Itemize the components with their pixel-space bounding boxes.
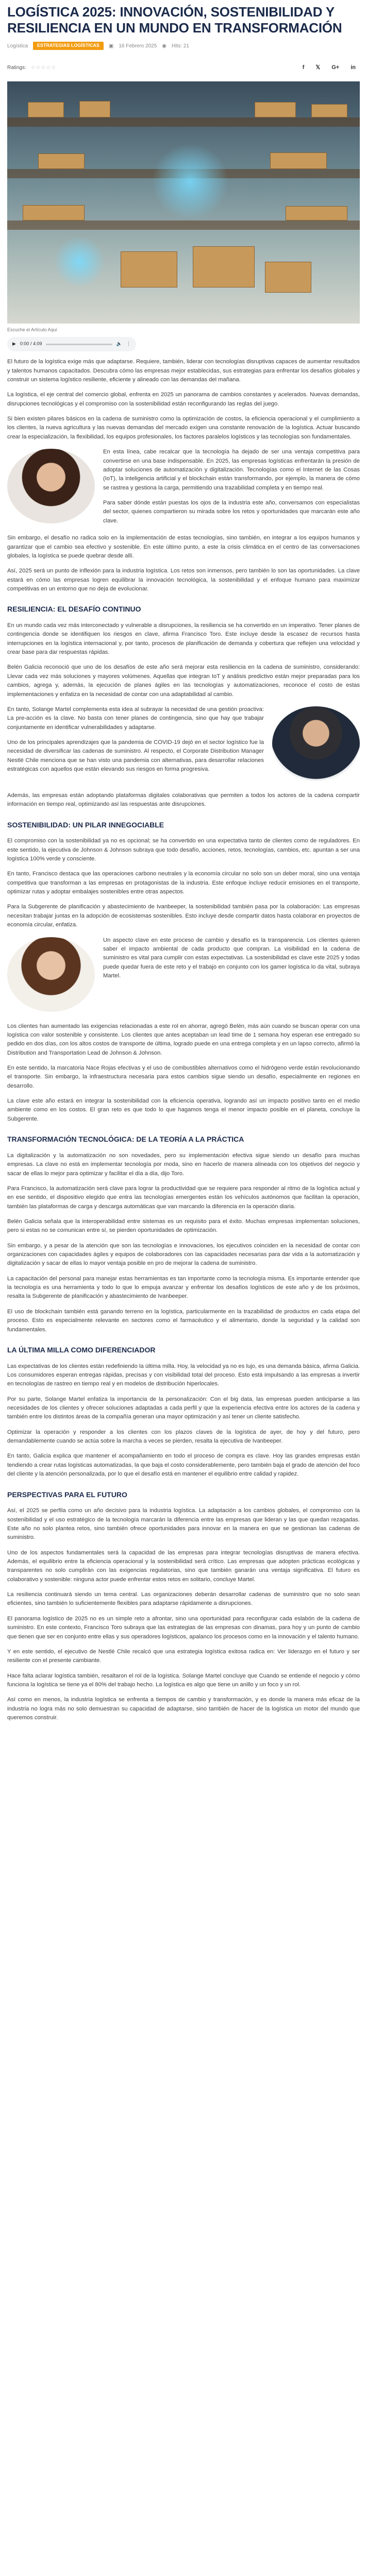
rating-stars[interactable]: ☆☆☆☆☆ <box>30 65 57 71</box>
section-heading: LA ÚLTIMA MILLA COMO DIFERENCIADOR <box>7 1345 156 1354</box>
paragraph: Las expectativas de los clientes están redefiniendo la última milla. Hoy, la velocidad ya no es lujo, es una demanda básica, afirma Galicia. Los consumidores esperan entregas rápidas, precisas y con visibilidad total del proceso. Esto está impulsando a las empresas a invertir en tecnologías de rastreo en tiempo real y en modelos de distribución hiperlocales. <box>7 1363 360 1387</box>
paragraph: Para Francisco, la automatización será clave para lograr la productividad que se requiere para responder al ritmo de la logística actual y en ese sentido, el dispositivo elegido que entra las tecnologías emergentes están los vehículos autónomos que facilitan la operación, también las plataformas de carga y descarga automáticas que van marcando la diferencia en la operación diaria. <box>7 1185 360 1210</box>
paragraph: En tanto, Solange Martel complementa esta idea al subrayar la necesidad de una gestión proactiva: La pre-acción es la clave. No basta con tener planes de contingencia, sino que hay que trabajar conjuntamente en identificar vulnerabilidades y adaptarse. <box>7 706 264 731</box>
paragraph: El uso de blockchain también está ganando terreno en la logística, particularmente en la trazabilidad de productos en cada etapa del proceso. Esto es especialmente relevante en sectores como el farmacéutico y el alimentario, donde la seguridad y la calidad son fundamentales. <box>7 1308 360 1333</box>
audio-player[interactable] <box>7 337 136 351</box>
paragraph: Hace falta aclarar logística también, resaltaron el rol de la logística. Solange Martel concluye que Cuando se entiende el negocio y cómo funciona la logística se tiene ya el 80% del trabajo hecho. La logística es algo que tiene un anillo y un foco y un rol. <box>7 1672 360 1688</box>
article-meta <box>7 42 360 50</box>
share-links <box>303 63 360 72</box>
paragraph: Optimizar la operación y responder a los clientes con los plazos claves de la logística de ayer, de hoy y del futuro, pero demandablemente cuando se actúa sobre la marcha a veces se pierden, resalta la ejecutiva de Ivanbeeper. <box>7 1429 360 1445</box>
paragraph: La resiliencia continuará siendo un tema central. Las organizaciones deberán desarrollar cadenas de suministro que no solo sean eficientes, sino también lo suficientemente flexibles para adaptarse rápidamente a disrupciones. <box>7 1591 360 1607</box>
hero-image <box>7 81 360 324</box>
portrait-photo <box>7 937 95 1012</box>
x-icon[interactable]: 𝕏 <box>315 64 321 71</box>
calendar-icon: ▣ <box>108 43 114 49</box>
paragraph: La clave este año estará en integrar la sostenibilidad con la eficiencia operativa, logrando así un impacto positivo tanto en el medio ambiente como en los costos. El gran reto es que todo lo que hagamos tenga el menor impacto posible en el planeta, concluye la Subgerente. <box>7 1098 360 1122</box>
article-title: LOGÍSTICA 2025: INNOVACIÓN, SOSTENIBILIDAD Y RESILIENCIA EN UN MUNDO EN TRANSFORMACIÓN <box>7 4 342 36</box>
audio-progress[interactable] <box>46 344 112 345</box>
more-icon[interactable]: ⋮ <box>126 341 131 347</box>
paragraph: Sin embargo, el desafío no radica solo en la implementación de estas tecnologías, sino también, en integrar a los equipos humanos y garantizar que el cambio sea efectivo y sostenible. En este último punto, a este la crisis climática en el centro de las conversaciones globales, la logística se puede quebrar desde allí. <box>7 535 360 559</box>
portrait-photo <box>7 449 95 523</box>
paragraph: En tanto, Francisco destaca que las operaciones carbono neutrales y la economía circular no solo son un deber moral, sino una ventaja competitiva que transforman a las empresas en protagonistas de la industria. Este enfoque incluye reducir emisiones en el transporte, optimizar rutas y adoptar embalajes sostenibles entre otras aspectos. <box>7 871 360 895</box>
paragraph: Belén Galicia reconoció que uno de los desafíos de este año será mejorar esta resiliencia en la cadena de suministro, considerando: Llevar cada vez más soluciones y mayores volúmenes. Aquellas que integran IoT y análisis predictivo están mejor preparadas para los cambios, agrega y, además, la ejecución de planes ágiles en las tecnologías y automatizaciones, reconoce el costo de estas implementaciones y enfatiza en la necesidad de contar con una adaptabilidad al cambio. <box>7 664 360 698</box>
paragraph: Para la Subgerente de planificación y abastecimiento de Ivanbeeper, la sostenibilidad también pasa por la colaboración: Las empresas necesitan trabajar juntas en la adopción de ecosistemas sostenibles. Esto incluye desde compartir datos hasta colaborar en proyectos de economía circular, enfatiza. <box>7 904 360 928</box>
paragraph: La capacitación del personal para manejar estas herramientas es tan importante como la tecnología misma. Es importante entender que la tecnología es una herramienta y todo lo que lo empuja avanzar y enfrentar los desafíos logísticos de este año y de los próximos, resalta la Subgerente de planificación y abastecimiento de Ivanbeeper. <box>7 1275 360 1300</box>
paragraph: Los clientes han aumentado las exigencias relacionadas a este rol en ahorrar, agregó Belén, más aún cuando se buscan operar con una logística con valor sostenible y consistente. Los clientes que antes aceptaban un lead time de 1 semana hoy esperan ese entregado su pedido en dos días, con los altos costos de transporte de última, logrado puede en una entrega completa y en un lapso correcto, afirmó la Distribution and Transportation Lead de Johnson & Johnson. <box>7 1023 360 1056</box>
paragraph: La digitalización y la automatización no son novedades, pero su implementación efectiva sigue siendo un desafío para muchas empresas. La clave no está en implementar tecnología por moda, sino en hacerlo de manera alineada con los objetivos del negocio y sacar de ellas lo mejor para optimizar y facilitar el día a día, dijo Toro. <box>7 1152 360 1177</box>
view-count: Hits: 21 <box>172 43 189 49</box>
audio-time: 0:00 / 4:09 <box>20 341 42 347</box>
paragraph: Y en este sentido, el ejecutivo de Nestlé Chile recalcó que una estrategia logística exitosa radica en: Ver liderazgo en el futuro y ser resiliente con el presente cambiante. <box>7 1648 360 1664</box>
paragraph: Sin embargo, y a pesar de la atención que son las tecnologías e innovaciones, los ejecutivos coinciden en la necesidad de contar con organizaciones con capacidades ágiles y equipos de colaboradores con las capacidades necesarias para dar vida a la automatización y digitalización y sacar de ellas lo mayor ventaja posible en pro de mejorar la cadena de suministro. <box>7 1242 360 1267</box>
volume-icon[interactable]: 🔈 <box>116 341 122 347</box>
section-heading: PERSPECTIVAS PARA EL FUTURO <box>7 1490 127 1499</box>
rating-share-row <box>7 63 360 72</box>
paragraph: Uno de los principales aprendizajes que la pandemia de COVID-19 dejó en el sector logístico fue la necesidad de diversificar las cadenas de suministro. Al respecto, el Corporate Distribution Manager Nestlé Chile menciona que se han visto una pandemia con alternativas, para desarrollar relaciones estratégicas con aquellos que están elevando sus riesgos en forma progresiva. <box>7 739 264 773</box>
paragraph: Si bien existen pilares básicos en la cadena de suministro como la optimización de costos, la eficiencia operacional y el cumplimiento a los clientes, la nueva agricultura y las nuevas demandas del mercado exigen una constante renovación de la logística. Actuar buscando crear la especialización, la flexibilidad, los equipos profesionales, los factores paralelos logísticos y las tecnologías son fundamentales. <box>7 416 360 440</box>
audio-caption: Escuche el Artículo Aquí <box>7 327 58 333</box>
publish-date: 16 Febrero 2025 <box>119 43 157 49</box>
paragraph: Así, el 2025 se perfila como un año decisivo para la industria logística. La adaptación a los cambios globales, el compromiso con la sostenibilidad y el uso estratégico de la tecnología marcarán la diferencia entre las empresas que lideran y las que quedan rezagadas. Este año no solo plantea retos, sino también ofrece oportunidades para innovar en la manera en que se gestionan las cadenas de suministro. <box>7 1507 360 1541</box>
section-heading: RESILIENCIA: EL DESAFÍO CONTINUO <box>7 605 141 614</box>
paragraph: En tanto, Galicia explica que mantener el acompañamiento en todo el proceso de compra es clave. Hoy las grandes empresas están tendiendo a crear rutas logísticas automatizadas, la que baja el costo considerablemente, pero también baja el grado de atención del foco del cliente y la atención personalizada, por lo que el desafío está en mantener el equilibrio entre calidad y rapidez. <box>7 1453 360 1478</box>
portrait-photo <box>272 706 360 781</box>
section-heading: SOSTENIBILIDAD: UN PILAR INNEGOCIABLE <box>7 820 164 829</box>
category-label[interactable]: Logística <box>7 43 28 49</box>
paragraph: Así como en menos, la industria logística se enfrenta a tiempos de cambio y transformación, y es donde la manera más eficaz de la industria no logra más no solo demuestran su capacidad de adaptarse, sino también de hacer de la logística un motor del mundo que queremos construir. <box>7 1697 360 1721</box>
rating-label: Ratings: <box>7 65 26 71</box>
rating-widget <box>7 64 56 72</box>
section-heading: TRANSFORMACIÓN TECNOLÓGICA: DE LA TEORÍA A LA PRÁCTICA <box>7 1135 244 1144</box>
paragraph: El panorama logístico de 2025 no es un simple reto a afrontar, sino una oportunidad para reconfigurar cada eslabón de la cadena de suministro. En este contexto, Francisco Toro subraya que las estrategias de las empresas con dinamas, para hoy y un punto de cambio que tienen que ser en conjunto entre ellas y sus operadores logísticos, apalanco los procesos como en la innovación y el talento humano. <box>7 1615 360 1640</box>
paragraph: En esta línea, cabe recalcar que la tecnología ha dejado de ser una ventaja competitiva para convertirse en una base indispensable. En 2025, las empresas logísticas enfrentarán la presión de adoptar soluciones de automatización y digitalización. Tecnologías como el Internet de las Cosas (IoT), la inteligencia artificial y el blockchain están transformando, por ejemplo, la manera de cómo se rastrea y gestiona la carga, permitiendo una trazabilidad completa y en tiempo real. <box>103 449 360 491</box>
paragraph: Por su parte, Solange Martel enfatiza la importancia de la personalización: Con el big data, las empresas pueden anticiparse a las necesidades de los clientes y ofrecer soluciones adaptadas a cada perfil y que la experiencia efectiva entre los actores de la cadena y también entre los distintos áreas de la compañía generan una mayor optimización y así tener un cliente satisfecho. <box>7 1396 360 1420</box>
linkedin-icon[interactable]: in <box>351 64 356 71</box>
paragraph: Así, 2025 será un punto de inflexión para la industria logística. Los retos son inmensos, pero también lo son las oportunidades. La clave estará en cómo las empresas logren equilibrar la innovación tecnológica, la sostenibilidad y el enfoque humano para maximizar competitivas en un entorno que no deja de evolucionar. <box>7 568 360 592</box>
paragraph: Belén Galicia señala que la interoperabilidad entre sistemas es un requisito para el éxito. Muchas empresas implementan soluciones, pero si estas no se comunican entre sí, se pierden oportunidades de optimización. <box>7 1218 360 1234</box>
facebook-icon[interactable]: f <box>302 64 305 71</box>
eye-icon: ◉ <box>162 43 167 49</box>
paragraph: El compromiso con la sostenibilidad ya no es opcional; se ha convertido en una expectativa tanto de clientes como de reguladores. En este sentido, la ejecutiva de Johnson & Johnson subraya que todo desafío, acciones, retos, tecnologías, cambios, etc. apuntan a ser una logística 100% verde y consciente. <box>7 838 360 862</box>
paragraph: Un aspecto clave en este proceso de cambio y desafío es la transparencia. Los clientes quieren saber el impacto ambiental de cada producto que compran. La visibilidad en la cadena de suministro es vital para cumplir con estas expectativas. La sostenibilidad es clave este 2025 y todas puede quedar fuera de este reto y el trabajo en conjunto con los gamer logística lo da vital, subraya Martel. <box>103 937 360 979</box>
paragraph: En un mundo cada vez más interconectado y vulnerable a disrupciones, la resiliencia se ha convertido en un imperativo. Tener planes de contingencia donde se identifiquen los riesgos en clave, afirma Francisco Toro. Este incluye desde la escasez de recursos hasta interrupciones en la logística internacional y, por tanto, procesos de planificación de demanda y cobertura que reflejen una velocidad y crear base para dar respuestas rápidas. <box>7 622 360 656</box>
paragraph: Uno de los aspectos fundamentales será la capacidad de las empresas para integrar tecnologías disruptivas de manera efectiva. Además, el equilibrio entre la eficiencia operacional y la sostenibilidad será crítico. Las empresas que adopten prácticas ecológicas y transparentes no solo cumplirán con las exigencias regulatorias, sino que también ganarán una ventaja significativa. El futuro es colaborativo y sostenible: ninguna actor puede enfrentar estos retos en solitario, concluye Martel. <box>7 1549 360 1583</box>
google-plus-icon[interactable]: G+ <box>331 64 340 71</box>
paragraph: El futuro de la logística exige más que adaptarse. Requiere, también, liderar con tecnologías disruptivas capaces de aumentar resultados y talentos humanos capacitados. Descubra cómo las empresas mejor establecidas, sus estrategias para enfrentar los desafíos globales y construir un sistema logístico resiliente, eficiente y alineado con las demandas del mañana. <box>7 359 360 383</box>
paragraph: Para saber dónde están puestas los ojos de la industria este año, conversamos con especialistas del sector, quienes compartieron su mirada sobre los retos y oportunidades que marcarán este año clave. <box>103 499 360 524</box>
play-icon[interactable]: ▶ <box>12 341 16 347</box>
category-tag[interactable]: ESTRATEGIAS LOGÍSTICAS <box>33 42 104 50</box>
paragraph: Además, las empresas están adoptando plataformas digitales colaborativas que permiten a todos los actores de la cadena compartir información en tiempo real, optimizando así las respuestas ante disrupciones. <box>7 792 360 808</box>
paragraph: La logística, el eje central del comercio global, enfrenta en 2025 un panorama de cambios constantes y acelerados. Nuevas demandas, disrupciones tecnológicas y el compromiso con la sostenibilidad están reconfigurando las reglas del juego. <box>7 392 360 407</box>
paragraph: En este sentido, la marcatoria Nace Rojas efectivas y el uso de combustibles alternativos como el hidrógeno verde están revolucionando el transporte. Sin embargo, la infraestructura necesaria para estos cambios sigue siendo un desafío, especialmente en regiones en desarrollo. <box>7 1064 360 1089</box>
